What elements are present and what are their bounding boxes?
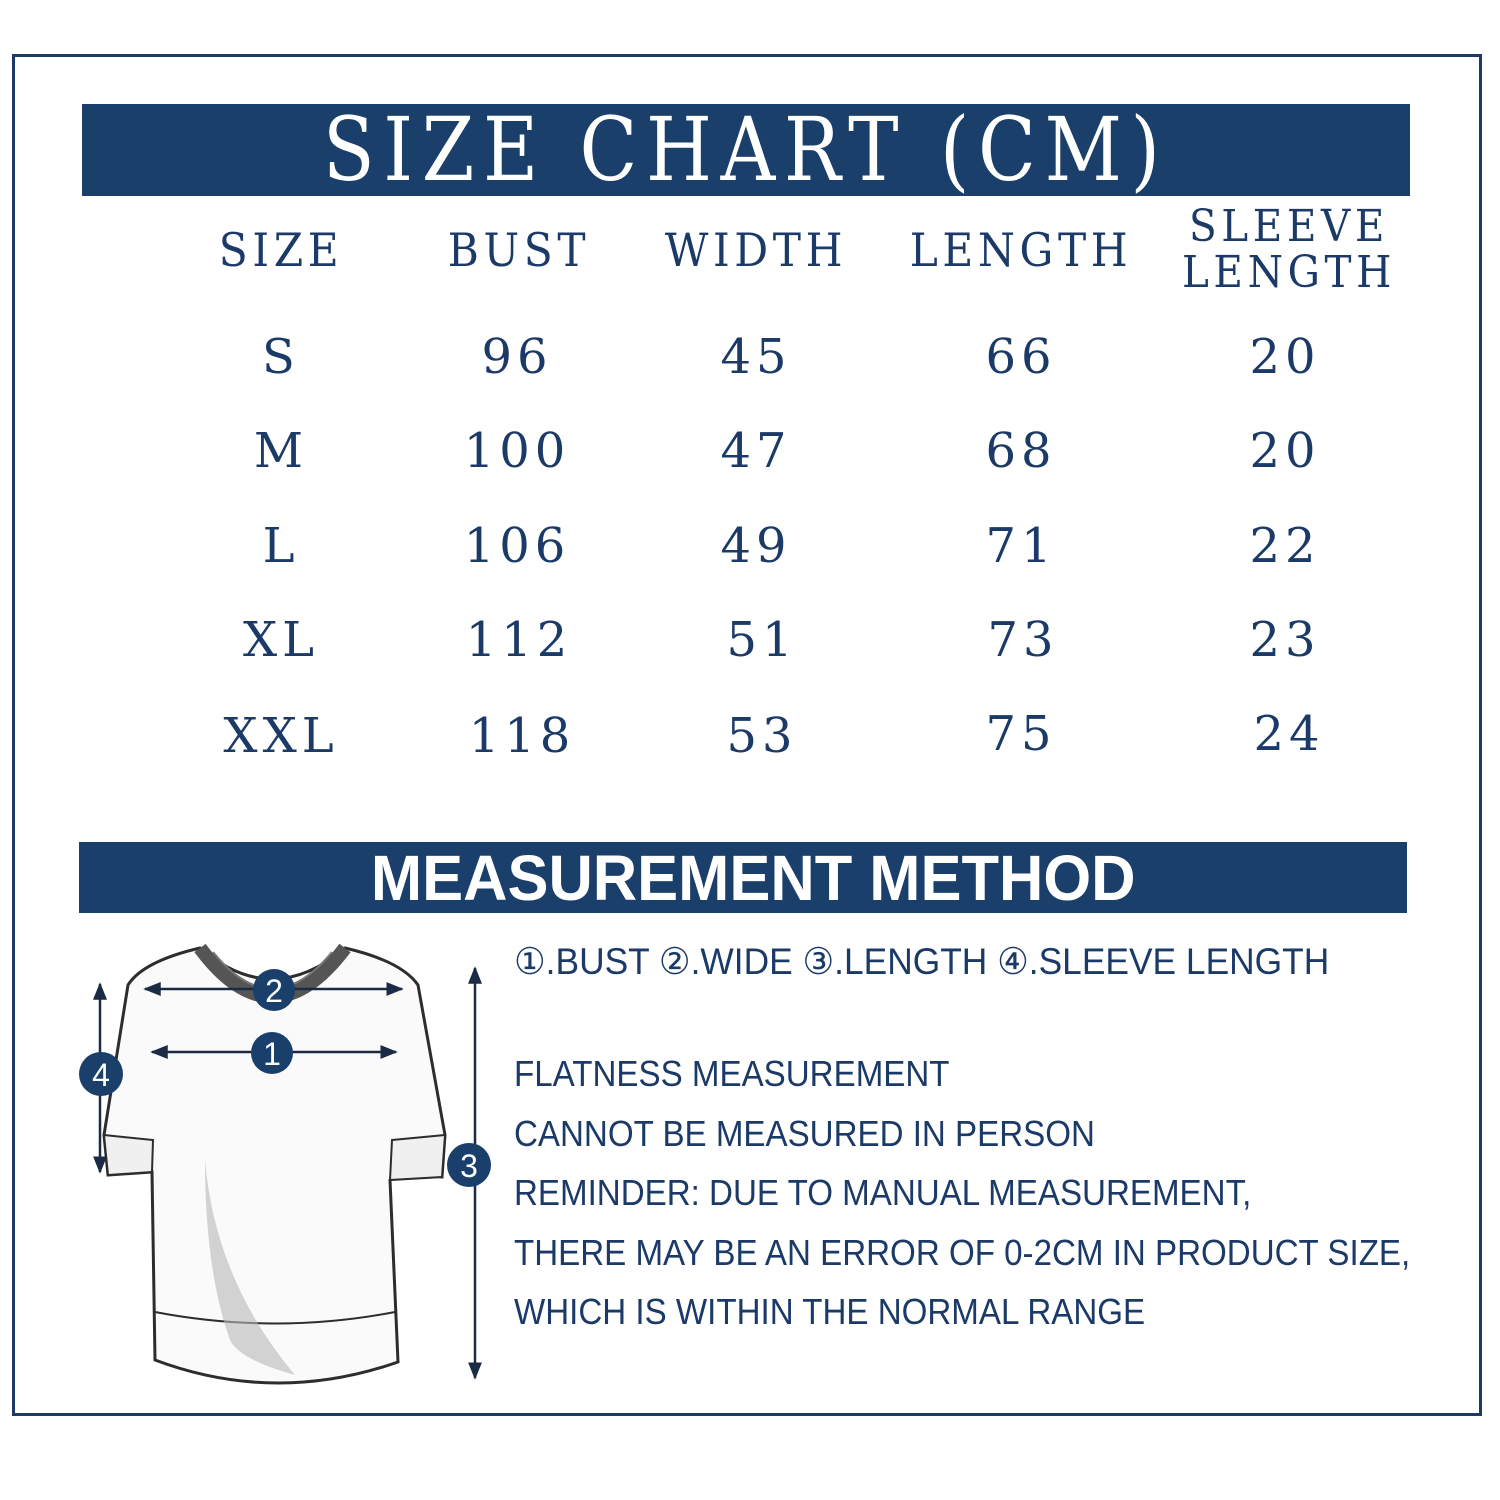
table-cell-sleeve: 20 — [1249, 329, 1321, 385]
marker-4-label: 4 — [92, 1057, 110, 1093]
left-sleeve-cuff — [104, 1135, 153, 1175]
marker-2-badge — [253, 969, 295, 1011]
marker-3-badge — [447, 1143, 491, 1187]
table-cell-sleeve: 20 — [1249, 423, 1321, 479]
table-cell-width: 47 — [720, 423, 792, 479]
table-cell-length: 68 — [985, 423, 1057, 479]
marker-1-badge — [251, 1032, 293, 1074]
size-chart-banner — [82, 98, 1410, 201]
header-sleeve-line1: SLEEVE — [1188, 201, 1390, 252]
table-cell-length: 73 — [987, 612, 1059, 668]
table-cell-bust: 106 — [463, 518, 571, 574]
table-cell-width: 53 — [726, 708, 798, 764]
note-line: REMINDER: DUE TO MANUAL MEASUREMENT, — [514, 1172, 1252, 1213]
header-sleeve-line2: LENGTH — [1181, 247, 1397, 298]
measurement-method-title: MEASUREMENT METHOD — [370, 841, 1136, 914]
header-size: SIZE — [218, 223, 344, 277]
header-sleeve-length — [1181, 201, 1397, 298]
table-cell-sleeve: 24 — [1253, 706, 1325, 762]
header-bust: BUST — [447, 223, 591, 277]
note-line: CANNOT BE MEASURED IN PERSON — [514, 1112, 1095, 1154]
table-cell-bust: 100 — [463, 423, 571, 479]
table-cell-size: M — [253, 423, 309, 479]
note-line: THERE MAY BE AN ERROR OF 0-2CM IN PRODUCT SIZE, — [514, 1231, 1411, 1273]
marker-3-label: 3 — [460, 1148, 478, 1184]
marker-2-label: 2 — [265, 973, 283, 1009]
size-chart-title: SIZE CHART (CM) — [323, 98, 1169, 201]
table-cell-width: 51 — [726, 612, 798, 668]
measurement-notes — [514, 1044, 1488, 1342]
note-line: FLATNESS MEASUREMENT — [514, 1053, 950, 1094]
marker-1-label: 1 — [263, 1036, 281, 1072]
marker-4-badge — [79, 1052, 123, 1096]
table-cell-size: XL — [242, 612, 320, 668]
right-sleeve-cuff — [390, 1135, 445, 1180]
table-cell-bust: 112 — [465, 612, 573, 668]
table-cell-width: 45 — [720, 329, 792, 385]
table-cell-size: S — [262, 329, 300, 385]
table-cell-size: L — [262, 518, 300, 574]
table-cell-bust: 96 — [481, 329, 553, 385]
header-length: LENGTH — [909, 223, 1133, 277]
tshirt-diagram — [60, 930, 510, 1400]
note-line: WHICH IS WITHIN THE NORMAL RANGE — [514, 1291, 1146, 1332]
table-cell-size: XXL — [223, 708, 339, 764]
measurement-method-banner — [79, 842, 1407, 913]
table-cell-sleeve: 22 — [1249, 518, 1321, 574]
table-cell-bust: 118 — [468, 708, 576, 764]
measurement-legend: ①.BUST ②.WIDE ③.LENGTH ④.SLEEVE LENGTH — [514, 941, 1330, 982]
table-cell-sleeve: 23 — [1249, 612, 1321, 668]
table-cell-length: 75 — [985, 706, 1057, 762]
table-cell-width: 49 — [720, 518, 792, 574]
table-cell-length: 66 — [985, 329, 1057, 385]
header-width: WIDTH — [664, 223, 848, 277]
table-cell-length: 71 — [985, 518, 1057, 574]
